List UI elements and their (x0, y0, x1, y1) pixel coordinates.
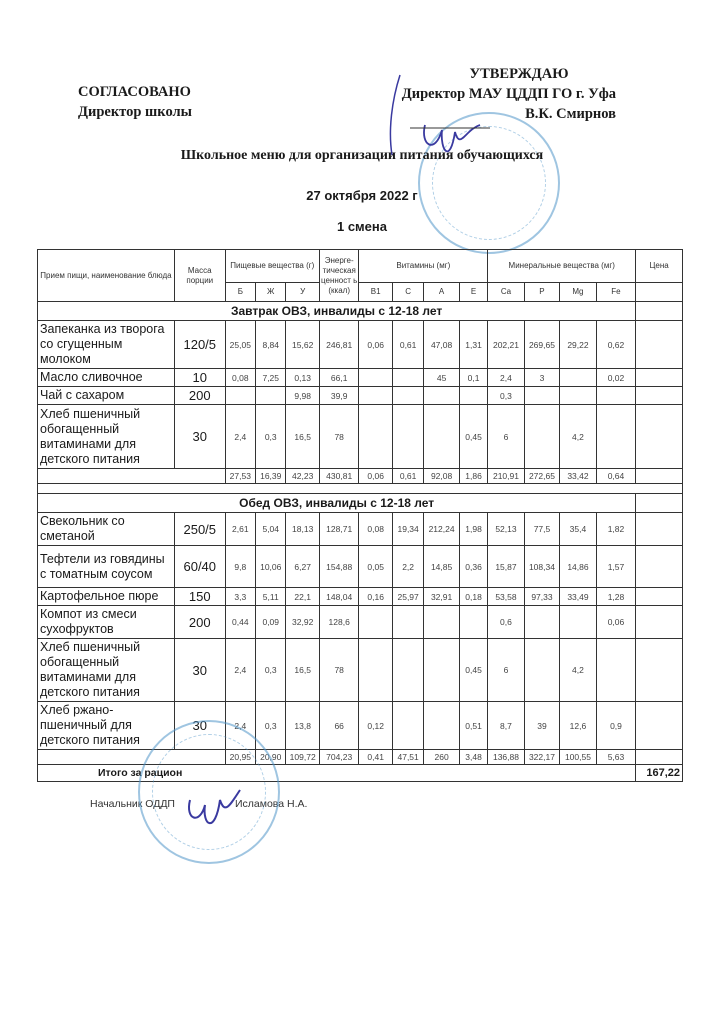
value-b: 0,44 (225, 606, 255, 639)
header-p: P (524, 283, 559, 302)
value-c (392, 702, 423, 750)
total-mg: 33,42 (560, 469, 597, 484)
value-b1 (359, 405, 392, 469)
price-cell (636, 702, 683, 750)
value-fe: 1,28 (596, 588, 636, 606)
value-zh: 10,06 (256, 546, 286, 588)
value-c: 0,61 (392, 321, 423, 369)
portion-mass: 10 (174, 369, 225, 387)
value-u: 22,1 (286, 588, 319, 606)
value-p (524, 639, 559, 702)
total-c: 0,61 (392, 469, 423, 484)
total-fe: 5,63 (596, 750, 636, 765)
bottom-signature-icon (180, 780, 250, 840)
value-b: 2,4 (225, 702, 255, 750)
total-kcal: 430,81 (319, 469, 359, 484)
value-e (459, 606, 487, 639)
header-protein: Б (225, 283, 255, 302)
section-title: Завтрак ОВЗ, инвалиды с 12-18 лет (38, 302, 636, 321)
dish-name: Тефтели из говядины с томатным соусом (38, 546, 175, 588)
value-p: 108,34 (524, 546, 559, 588)
approve-label: УТВЕРЖДАЮ (469, 66, 569, 82)
value-p: 269,65 (524, 321, 559, 369)
total-c: 47,51 (392, 750, 423, 765)
value-kcal: 246,81 (319, 321, 359, 369)
value-u: 16,5 (286, 639, 319, 702)
header-fat: Ж (256, 283, 286, 302)
total-fe: 0,64 (596, 469, 636, 484)
section-title: Обед ОВЗ, инвалиды с 12-18 лет (38, 494, 636, 513)
value-kcal: 78 (319, 639, 359, 702)
total-ca: 210,91 (488, 469, 525, 484)
value-ca: 2,4 (488, 369, 525, 387)
value-u: 15,62 (286, 321, 319, 369)
value-ca: 53,58 (488, 588, 525, 606)
table-row (38, 321, 683, 369)
price-cell (636, 513, 683, 546)
portion-mass: 30 (174, 702, 225, 750)
dish-name: Чай с сахаром (38, 387, 175, 405)
value-ca: 6 (488, 405, 525, 469)
grand-total-price: 167,22 (636, 765, 683, 782)
menu-date: 27 октября 2022 г (306, 188, 418, 203)
value-p (524, 606, 559, 639)
value-b: 2,61 (225, 513, 255, 546)
value-fe: 0,62 (596, 321, 636, 369)
value-ca: 0,6 (488, 606, 525, 639)
price-cell (636, 387, 683, 405)
grand-total-row (38, 765, 683, 782)
header-carbs: У (286, 283, 319, 302)
agreed-position: Директор школы (78, 104, 192, 120)
value-p (524, 387, 559, 405)
value-ca: 202,21 (488, 321, 525, 369)
value-a: 212,24 (424, 513, 459, 546)
value-zh: 8,84 (256, 321, 286, 369)
agreed-label: СОГЛАСОВАНО (78, 84, 191, 100)
value-b1: 0,08 (359, 513, 392, 546)
table-row (38, 606, 683, 639)
value-e (459, 387, 487, 405)
section-header (38, 302, 683, 321)
value-ca: 52,13 (488, 513, 525, 546)
value-a: 14,85 (424, 546, 459, 588)
portion-mass: 30 (174, 639, 225, 702)
header-nutrients: Пищевые вещества (г) (225, 250, 319, 283)
value-zh: 0,09 (256, 606, 286, 639)
value-kcal: 128,71 (319, 513, 359, 546)
value-u: 32,92 (286, 606, 319, 639)
value-kcal: 66,1 (319, 369, 359, 387)
portion-mass: 30 (174, 405, 225, 469)
table-row (38, 588, 683, 606)
value-e: 0,18 (459, 588, 487, 606)
value-a (424, 702, 459, 750)
table-row (38, 387, 683, 405)
value-fe (596, 639, 636, 702)
dish-name: Картофельное пюре (38, 588, 175, 606)
total-p: 272,65 (524, 469, 559, 484)
value-zh: 5,04 (256, 513, 286, 546)
header-minerals: Минеральные вещества (мг) (488, 250, 636, 283)
price-cell (636, 405, 683, 469)
value-mg (560, 606, 597, 639)
price-cell (636, 588, 683, 606)
price-cell (636, 750, 683, 765)
value-c: 25,97 (392, 588, 423, 606)
value-u: 13,8 (286, 702, 319, 750)
header-c: С (392, 283, 423, 302)
section-total-row (38, 469, 683, 484)
portion-mass: 250/5 (174, 513, 225, 546)
price-cell (636, 469, 683, 484)
header-mass: Масса порции (174, 250, 225, 302)
value-mg (560, 369, 597, 387)
total-a: 92,08 (424, 469, 459, 484)
value-p: 97,33 (524, 588, 559, 606)
total-e: 1,86 (459, 469, 487, 484)
header-dish: Прием пищи, наименование блюда (38, 250, 175, 302)
header-mg: Mg (560, 283, 597, 302)
value-b (225, 387, 255, 405)
value-mg (560, 387, 597, 405)
table-row (38, 369, 683, 387)
total-b1: 0,06 (359, 469, 392, 484)
value-mg: 14,86 (560, 546, 597, 588)
header-price: Цена (636, 250, 683, 283)
value-b1 (359, 387, 392, 405)
portion-mass: 200 (174, 606, 225, 639)
total-label-empty (38, 469, 226, 484)
table-row (38, 405, 683, 469)
section-total-row (38, 750, 683, 765)
value-a (424, 387, 459, 405)
value-mg: 29,22 (560, 321, 597, 369)
value-fe: 1,57 (596, 546, 636, 588)
price-cell (636, 321, 683, 369)
value-b: 3,3 (225, 588, 255, 606)
value-mg: 33,49 (560, 588, 597, 606)
value-a: 45 (424, 369, 459, 387)
value-b1 (359, 606, 392, 639)
total-zh: 20,90 (256, 750, 286, 765)
table-row (38, 546, 683, 588)
value-c (392, 387, 423, 405)
value-zh: 0,3 (256, 639, 286, 702)
value-a (424, 639, 459, 702)
value-kcal: 148,04 (319, 588, 359, 606)
value-b: 2,4 (225, 405, 255, 469)
shift-label: 1 смена (336, 219, 387, 234)
dish-name: Хлеб ржано-пшеничный для детского питания (38, 702, 175, 750)
signoff-name: Исламова Н.А. (234, 798, 308, 810)
value-c (392, 405, 423, 469)
header-vitamins: Витамины (мг) (359, 250, 488, 283)
menu-body (38, 302, 683, 782)
value-fe (596, 405, 636, 469)
value-fe (596, 387, 636, 405)
value-u: 6,27 (286, 546, 319, 588)
header-e: Е (459, 283, 487, 302)
value-mg: 4,2 (560, 405, 597, 469)
total-u: 109,72 (286, 750, 319, 765)
value-ca: 15,87 (488, 546, 525, 588)
value-fe: 0,9 (596, 702, 636, 750)
grand-total-label: Итого за рацион (38, 765, 636, 782)
value-p: 39 (524, 702, 559, 750)
value-a: 32,91 (424, 588, 459, 606)
signoff-role: Начальник ОДДП (90, 798, 175, 810)
total-zh: 16,39 (256, 469, 286, 484)
table-row (38, 639, 683, 702)
value-a (424, 606, 459, 639)
value-zh: 7,25 (256, 369, 286, 387)
value-e: 0,36 (459, 546, 487, 588)
total-mg: 100,55 (560, 750, 597, 765)
value-e: 1,98 (459, 513, 487, 546)
value-u: 0,13 (286, 369, 319, 387)
value-b: 9,8 (225, 546, 255, 588)
value-fe: 0,06 (596, 606, 636, 639)
price-cell (636, 494, 683, 513)
value-zh: 0,3 (256, 702, 286, 750)
value-b1: 0,12 (359, 702, 392, 750)
total-b1: 0,41 (359, 750, 392, 765)
dish-name: Запеканка из творога со сгущенным молоком (38, 321, 175, 369)
value-p (524, 405, 559, 469)
header-b1: В1 (359, 283, 392, 302)
dish-name: Свекольник со сметаной (38, 513, 175, 546)
dish-name: Компот из смеси сухофруктов (38, 606, 175, 639)
value-kcal: 78 (319, 405, 359, 469)
header-price-empty (636, 283, 683, 302)
total-b: 27,53 (225, 469, 255, 484)
total-a: 260 (424, 750, 459, 765)
value-fe: 0,02 (596, 369, 636, 387)
portion-mass: 60/40 (174, 546, 225, 588)
value-c: 2,2 (392, 546, 423, 588)
section-header (38, 494, 683, 513)
value-c (392, 639, 423, 702)
value-kcal: 66 (319, 702, 359, 750)
value-kcal: 154,88 (319, 546, 359, 588)
header-ca: Ca (488, 283, 525, 302)
value-e: 0,45 (459, 405, 487, 469)
menu-table (37, 249, 683, 782)
value-e: 0,45 (459, 639, 487, 702)
spacer-row (38, 484, 683, 494)
value-b1 (359, 639, 392, 702)
table-row (38, 513, 683, 546)
portion-mass: 120/5 (174, 321, 225, 369)
total-u: 42,23 (286, 469, 319, 484)
value-u: 18,13 (286, 513, 319, 546)
value-b: 25,05 (225, 321, 255, 369)
total-kcal: 704,23 (319, 750, 359, 765)
value-mg: 35,4 (560, 513, 597, 546)
value-b1: 0,06 (359, 321, 392, 369)
header-energy: Энерге-тическая ценност ь (ккал) (319, 250, 359, 302)
value-c (392, 369, 423, 387)
value-zh: 0,3 (256, 405, 286, 469)
price-cell (636, 369, 683, 387)
value-fe: 1,82 (596, 513, 636, 546)
price-cell (636, 639, 683, 702)
value-e: 0,1 (459, 369, 487, 387)
value-p: 77,5 (524, 513, 559, 546)
portion-mass: 150 (174, 588, 225, 606)
value-mg: 4,2 (560, 639, 597, 702)
value-u: 9,98 (286, 387, 319, 405)
approve-position: Директор МАУ ЦДДП ГО г. Уфа (401, 86, 616, 102)
header-a: А (424, 283, 459, 302)
dish-name: Хлеб пшеничный обогащенный витаминами для детского питания (38, 405, 175, 469)
price-cell (636, 546, 683, 588)
total-ca: 136,88 (488, 750, 525, 765)
portion-mass: 200 (174, 387, 225, 405)
page-title: Школьное меню для организации питания обучающихся (180, 148, 544, 163)
value-c: 19,34 (392, 513, 423, 546)
value-ca: 0,3 (488, 387, 525, 405)
value-e: 1,31 (459, 321, 487, 369)
value-mg: 12,6 (560, 702, 597, 750)
price-cell (636, 606, 683, 639)
spacer-cell (38, 484, 683, 494)
value-a (424, 405, 459, 469)
total-p: 322,17 (524, 750, 559, 765)
dish-name: Масло сливочное (38, 369, 175, 387)
value-kcal: 128,6 (319, 606, 359, 639)
value-b: 0,08 (225, 369, 255, 387)
value-zh (256, 387, 286, 405)
value-zh: 5,11 (256, 588, 286, 606)
value-ca: 8,7 (488, 702, 525, 750)
price-cell (636, 302, 683, 321)
value-u: 16,5 (286, 405, 319, 469)
value-b1: 0,05 (359, 546, 392, 588)
value-ca: 6 (488, 639, 525, 702)
value-p: 3 (524, 369, 559, 387)
value-b1: 0,16 (359, 588, 392, 606)
dish-name: Хлеб пшеничный обогащенный витаминами для детского питания (38, 639, 175, 702)
header-fe: Fe (596, 283, 636, 302)
total-b: 20,95 (225, 750, 255, 765)
total-e: 3,48 (459, 750, 487, 765)
approve-signer: В.К. Смирнов (525, 106, 616, 122)
value-b: 2,4 (225, 639, 255, 702)
value-e: 0,51 (459, 702, 487, 750)
table-row (38, 702, 683, 750)
value-b1 (359, 369, 392, 387)
agreed-block (78, 82, 192, 122)
value-a: 47,08 (424, 321, 459, 369)
value-kcal: 39,9 (319, 387, 359, 405)
value-c (392, 606, 423, 639)
